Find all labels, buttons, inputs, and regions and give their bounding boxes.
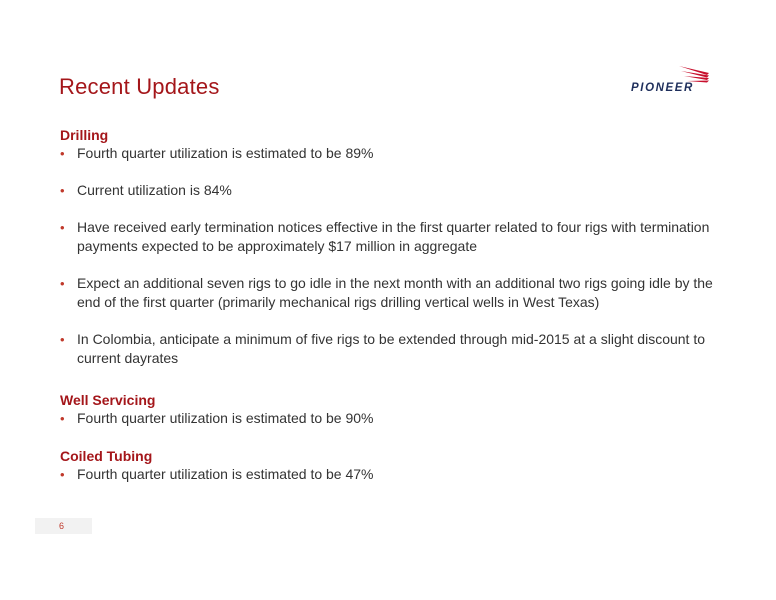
bullet-list-drilling: [60, 144, 720, 368]
bullet-item: • Expect an additional seven rigs to go idle in the next month with an additional two rigs going idle by the end of the first quarter (primarily mechanical rigs drilling vertical wells in West Texas): [60, 274, 720, 312]
bullet-item: • Fourth quarter utilization is estimated to be 47%: [60, 465, 374, 484]
bullet-list-well-servicing: [60, 409, 374, 428]
section-heading-drilling: Drilling: [60, 127, 109, 143]
section-coiled-tubing: [60, 447, 374, 484]
section-drilling: [60, 126, 720, 368]
section-well-servicing: [60, 391, 374, 428]
slide-title: Recent Updates: [59, 74, 220, 99]
section-heading-well-servicing: Well Servicing: [60, 392, 156, 408]
page-number: 6: [35, 518, 92, 534]
bullet-item: • Current utilization is 84%: [60, 181, 720, 200]
bullet-list-coiled-tubing: [60, 465, 374, 484]
logo-wordmark: PIONEER: [631, 82, 694, 94]
bullet-item: • Fourth quarter utilization is estimated to be 89%: [60, 144, 720, 163]
bullet-item: • In Colombia, anticipate a minimum of five rigs to be extended through mid-2015 at a slight discount to current dayrates: [60, 330, 720, 368]
pioneer-logo: [631, 64, 713, 98]
bullet-item: • Have received early termination notices effective in the first quarter related to four rigs with termination payments expected to be approximately $17 million in aggregate: [60, 218, 720, 256]
section-heading-coiled-tubing: Coiled Tubing: [60, 448, 153, 464]
bullet-item: • Fourth quarter utilization is estimated to be 90%: [60, 409, 374, 428]
